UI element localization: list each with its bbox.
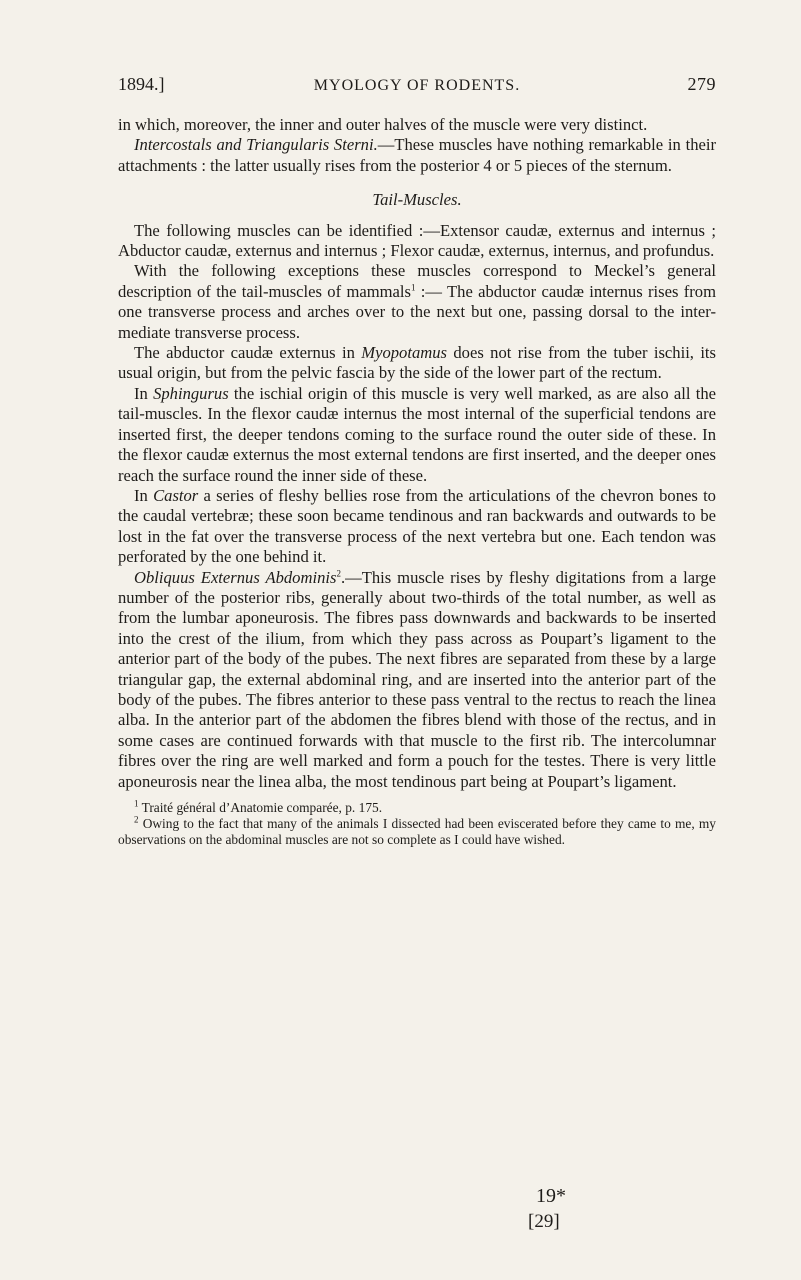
paragraph-text: a series of fleshy bellies rose from the articulations of the chevron bones to the caudal vertebræ; these soon became tendinous and ran backwards and outwards to be lost in the fat over the transverse process of the next vertebra but one. Each tendon was perforated by the one behind it. [118,485,716,567]
paragraph-text: —These muscles have nothing remarkable in their attachments : the latter usually rises from the posterior 4 or 5 pieces of the sternum. [118,135,716,175]
paragraph-heading: Obliquus Externus Abdominis [134,567,337,587]
paragraph: The following muscles can be identified :—Extensor caudæ, externus and internus ; Abductor caudæ, externus and internus ; Flexor caudæ, externus, internus, and profundus. [118,220,716,261]
header-title: MYOLOGY OF RODENTS. [313,77,521,94]
paragraph-text: .—This muscle rises by fleshy digitations from a large number of the posterior ribs, generally about two-thirds of the total number, as well as from the lumbar aponeurosis. The fibres pass downwards and backwards to be inserted into the crest of the ilium, from which they pass across as Poupart’s ligament to the anterior part of the body of the pubes. The next fibres are separated from these by a large triangular gap, the external abdominal ring, and are inserted into the anterior part of the body of the pubes. The fibres anterior to these pass ventral to the rectus to reach the linea alba. In the anterior part of the abdomen the fibres blend with those of the rectus, and in some cases are continued forwards with that muscle to the first rib. The intercolumnar fibres over the ring are well marked and form a pouch for the testes. There is very little aponeurosis near the linea alba, the most tendinous part being at Poupart’s ligament. [118,567,716,791]
page [118,74,716,848]
footnote-mark: 2 [134,814,139,825]
header-year: 1894.] [118,74,165,94]
footnote-text: Owing to the fact that many of the animals I dissected had been eviscerated before they came to me, my observations on the abdominal muscles are not so complete as I could have wished. [118,816,716,847]
body-text [118,115,716,792]
paragraph: in which, moreover, the inner and outer halves of the muscle were very distinct. [118,115,648,134]
paragraph [118,261,716,343]
footnote [118,800,716,816]
paragraph [118,486,716,568]
paragraph-text: :— The abductor caudæ internus rises from one transverse process and arches over to the next but one, passing dorsal to the inter-mediate transverse process. [118,281,716,342]
section-title: Tail-Muscles. [372,190,462,210]
footnotes [118,800,716,848]
footnote [118,816,716,848]
sheet-signature-mark: 19* [536,1185,566,1207]
paragraph-text: In [134,383,154,403]
paragraph-text: With the following exceptions these muscles correspond to Meckel’s general description of the tail-muscles of mammals [118,261,716,301]
genus-name: Castor [153,485,199,505]
paragraph-text: does not rise from the tuber ischii, its usual origin, but from the pelvic fascia by the side of the lower part of the rectum. [118,343,717,383]
footnote-ref: 2 [336,568,341,578]
genus-name: Sphingurus [153,383,229,403]
header-page-number: 279 [687,74,716,94]
paragraph [118,135,716,176]
paragraph [118,343,716,384]
paragraph-text: In [134,485,154,505]
footnote-text: Traité général d’Anatomie comparée, p. 175. [138,800,383,815]
running-header [118,74,716,102]
sheet-number: [29] [528,1211,560,1232]
paragraph-text: The abductor caudæ externus in [134,343,362,363]
paragraph [118,384,716,486]
footnote-mark: 1 [134,798,139,809]
footnote-ref: 1 [410,282,416,293]
paragraph-heading: Intercostals and Triangularis Sterni. [134,135,378,155]
paragraph [118,568,716,792]
paragraph-text: the ischial origin of this muscle is very well marked, as are also all the tail-muscles. In the flexor caudæ internus the most internal of the superficial tendons are inserted first, the deeper tendons coming to the surface round the outer side of these. In the flexor caudæ externus the most external tendons are first inserted, and the deeper ones reach the surface round the inner side of these. [118,383,716,485]
genus-name: Myopotamus [361,343,447,363]
